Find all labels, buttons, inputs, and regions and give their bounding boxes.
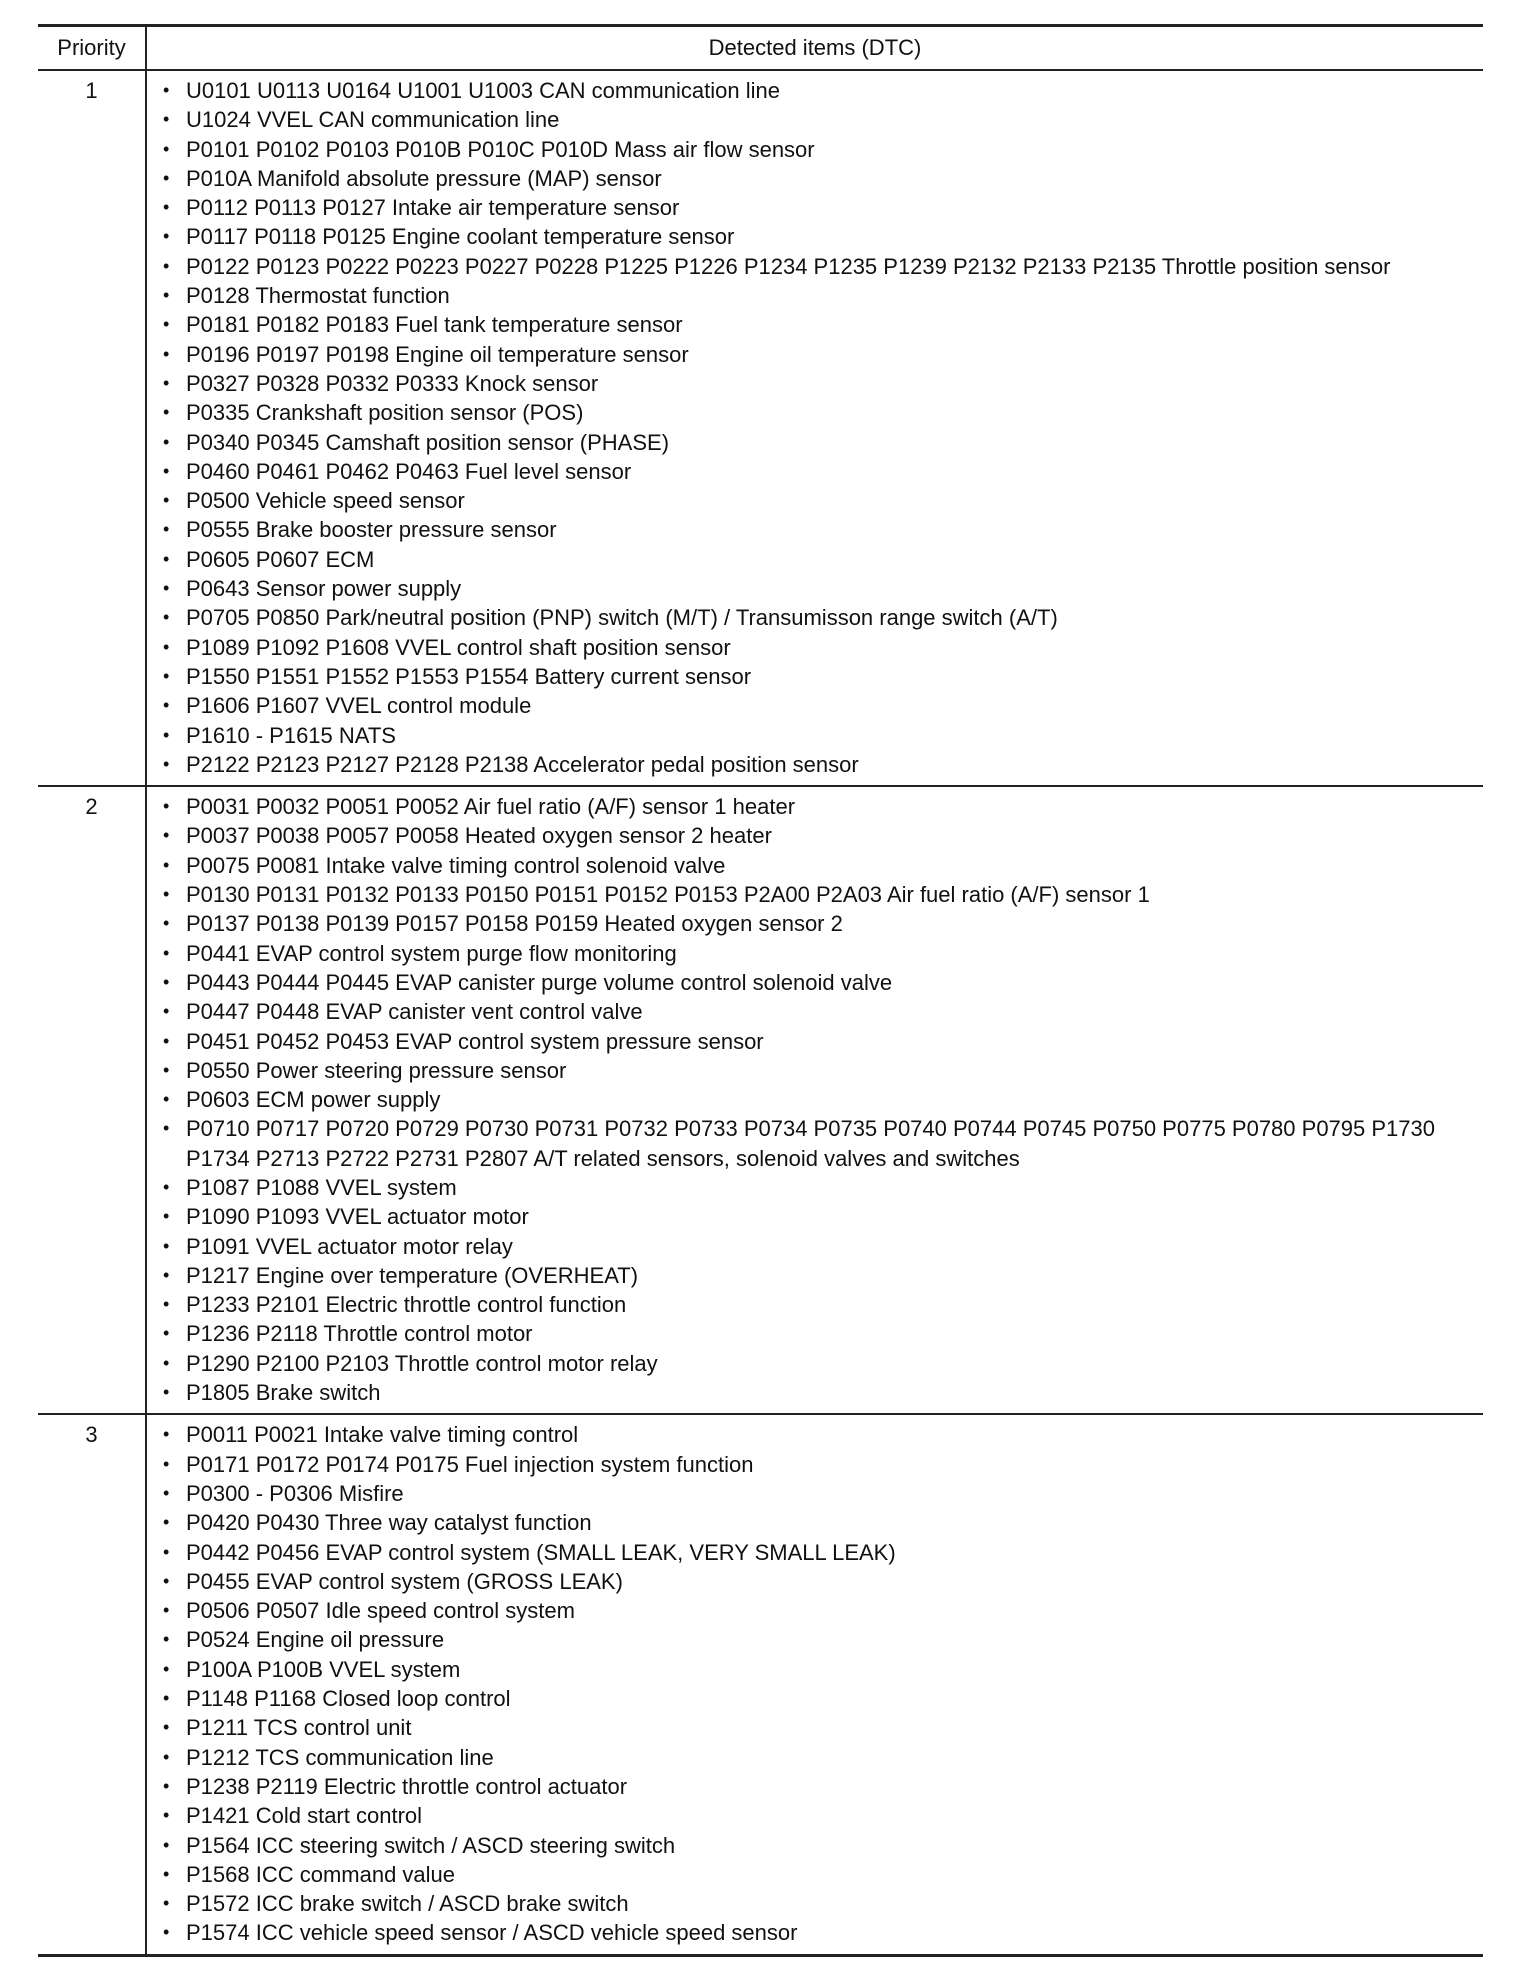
bullet-icon: •: [163, 80, 170, 100]
detected-items-column-header: Detected items (DTC): [146, 26, 1483, 71]
dtc-item-text: P0524 Engine oil pressure: [186, 1627, 445, 1653]
dtc-item-text: P0075 P0081 Intake valve timing control solenoid valve: [186, 852, 726, 878]
table-row: [38, 1414, 1483, 1955]
bullet-icon: •: [163, 314, 170, 335]
table-header-row: [38, 26, 1483, 71]
dtc-item-text: P1236 P2118 Throttle control motor: [186, 1321, 533, 1347]
dtc-item-text: P0605 P0607 ECM: [186, 546, 375, 572]
dtc-item-text: P0443 P0444 P0445 EVAP canister purge volume control solenoid valve: [186, 969, 893, 995]
list-item: [147, 1772, 1483, 1801]
list-item: [147, 939, 1483, 968]
list-item: [147, 193, 1483, 222]
table-row: [38, 70, 1483, 786]
bullet-icon: •: [163, 1805, 170, 1826]
bullet-icon: •: [163, 1176, 170, 1197]
bullet-icon: •: [163, 343, 170, 364]
dtc-item-text: P0705 P0850 Park/neutral position (PNP) switch (M/T) / Transumisson range switch (A/T): [186, 605, 1058, 631]
list-item: [147, 1173, 1483, 1202]
list-item: [147, 721, 1483, 750]
list-item: [147, 281, 1483, 310]
dtc-item-text: P0101 P0102 P0103 P010B P010C P010D Mass air flow sensor: [186, 136, 815, 162]
bullet-icon: •: [163, 1118, 170, 1139]
bullet-icon: •: [163, 942, 170, 963]
dtc-item-text: P1217 Engine over temperature (OVERHEAT): [186, 1262, 639, 1288]
bullet-icon: •: [163, 1482, 170, 1503]
dtc-item-text: P0506 P0507 Idle speed control system: [186, 1598, 575, 1624]
list-item: [147, 1801, 1483, 1830]
bullet-icon: •: [163, 1089, 170, 1110]
dtc-item-text: P0643 Sensor power supply: [186, 576, 462, 602]
list-item: [147, 428, 1483, 457]
dtc-item-text: P0420 P0430 Three way catalyst function: [186, 1510, 592, 1536]
dtc-item-text: P0117 P0118 P0125 Engine coolant temperature sensor: [186, 224, 735, 250]
detected-items-cell: [146, 1414, 1483, 1955]
dtc-item-list: [147, 1415, 1483, 1953]
list-item: [147, 750, 1483, 779]
bullet-icon: •: [163, 1001, 170, 1022]
bullet-icon: •: [163, 1688, 170, 1709]
list-item: [147, 1378, 1483, 1407]
list-item: [147, 1538, 1483, 1567]
bullet-icon: •: [163, 753, 170, 774]
dtc-item-text: U0101 U0113 U0164 U1001 U1003 CAN communication line: [186, 78, 780, 103]
bullet-icon: •: [163, 1235, 170, 1256]
bullet-icon: •: [163, 695, 170, 716]
list-item: [147, 398, 1483, 427]
dtc-item-text: P0112 P0113 P0127 Intake air temperature sensor: [186, 195, 680, 221]
bullet-icon: •: [163, 1206, 170, 1227]
bullet-icon: •: [163, 825, 170, 846]
bullet-icon: •: [163, 724, 170, 745]
bullet-icon: •: [163, 1352, 170, 1373]
list-item: [147, 340, 1483, 369]
dtc-item-text: U1024 VVEL CAN communication line: [186, 107, 560, 133]
dtc-item-text: P1091 VVEL actuator motor relay: [186, 1233, 513, 1259]
dtc-item-text: P1233 P2101 Electric throttle control function: [186, 1292, 627, 1318]
dtc-item-text: P1564 ICC steering switch / ASCD steering switch: [186, 1832, 676, 1858]
list-item: [147, 515, 1483, 544]
bullet-icon: •: [163, 1834, 170, 1855]
priority-cell: 3: [38, 1414, 146, 1955]
list-item: [147, 1596, 1483, 1625]
dtc-item-text: P0555 Brake booster pressure sensor: [186, 517, 557, 543]
detected-items-cell: [146, 786, 1483, 1414]
bullet-icon: •: [163, 884, 170, 905]
list-item: [147, 851, 1483, 880]
list-item: [147, 1450, 1483, 1479]
dtc-item-text: P1568 ICC command value: [186, 1861, 456, 1887]
bullet-icon: •: [163, 109, 170, 130]
bullet-icon: •: [163, 1893, 170, 1914]
dtc-item-text: P1550 P1551 P1552 P1553 P1554 Battery current sensor: [186, 663, 752, 689]
dtc-item-text: P1090 P1093 VVEL actuator motor: [186, 1204, 529, 1230]
list-item: [147, 821, 1483, 850]
bullet-icon: •: [163, 1059, 170, 1080]
detected-items-cell: [146, 70, 1483, 786]
dtc-item-text: P0128 Thermostat function: [186, 283, 450, 309]
dtc-item-text: P010A Manifold absolute pressure (MAP) sensor: [186, 165, 662, 191]
dtc-item-text: P1574 ICC vehicle speed sensor / ASCD vehicle speed sensor: [186, 1920, 798, 1946]
dtc-item-text: P0137 P0138 P0139 P0157 P0158 P0159 Heated oxygen sensor 2: [186, 911, 843, 937]
list-item: [147, 1889, 1483, 1918]
dtc-item-text: P0335 Crankshaft position sensor (POS): [186, 400, 584, 426]
bullet-icon: •: [163, 138, 170, 159]
bullet-icon: •: [163, 285, 170, 306]
bullet-icon: •: [163, 1863, 170, 1884]
dtc-item-text: P1089 P1092 P1608 VVEL control shaft position sensor: [186, 634, 731, 660]
list-item: [147, 1508, 1483, 1537]
bullet-icon: •: [163, 913, 170, 934]
bullet-icon: •: [163, 971, 170, 992]
list-item: [147, 135, 1483, 164]
list-item: [147, 968, 1483, 997]
bullet-icon: •: [163, 519, 170, 540]
dtc-item-text: P1148 P1168 Closed loop control: [186, 1686, 511, 1712]
list-item: [147, 792, 1483, 821]
dtc-item-text: P0171 P0172 P0174 P0175 Fuel injection system function: [186, 1451, 754, 1477]
dtc-item-text: P0122 P0123 P0222 P0223 P0227 P0228 P1225 P1226 P1234 P1235 P1239 P2132 P2133 P2135 Throttle position sensor: [186, 253, 1391, 279]
list-item: [147, 1713, 1483, 1742]
list-item: [147, 545, 1483, 574]
dtc-item-text: P0451 P0452 P0453 EVAP control system pressure sensor: [186, 1028, 764, 1054]
dtc-item-text: P0447 P0448 EVAP canister vent control valve: [186, 999, 643, 1025]
bullet-icon: •: [163, 1922, 170, 1943]
bullet-icon: •: [163, 431, 170, 452]
list-item: [147, 603, 1483, 632]
list-item: [147, 369, 1483, 398]
list-item: [147, 76, 1483, 105]
bullet-icon: •: [163, 578, 170, 599]
list-item: [147, 1319, 1483, 1348]
bullet-icon: •: [163, 796, 170, 817]
bullet-icon: •: [163, 1658, 170, 1679]
dtc-item-text: P0327 P0328 P0332 P0333 Knock sensor: [186, 370, 599, 396]
list-item: [147, 1027, 1483, 1056]
bullet-icon: •: [163, 1424, 170, 1445]
bullet-icon: •: [163, 1323, 170, 1344]
dtc-item-text: P1212 TCS communication line: [186, 1744, 494, 1770]
dtc-item-text: P0196 P0197 P0198 Engine oil temperature sensor: [186, 341, 689, 367]
dtc-item-text: P2122 P2123 P2127 P2128 P2138 Accelerator pedal position sensor: [186, 751, 859, 777]
bullet-icon: •: [163, 1541, 170, 1562]
dtc-item-text: P1290 P2100 P2103 Throttle control motor relay: [186, 1350, 658, 1376]
list-item: [147, 880, 1483, 909]
list-item: [147, 1420, 1483, 1449]
dtc-item-text: P0011 P0021 Intake valve timing control: [186, 1422, 579, 1448]
list-item: [147, 252, 1483, 281]
bullet-icon: •: [163, 372, 170, 393]
bullet-icon: •: [163, 1453, 170, 1474]
list-item: [147, 691, 1483, 720]
list-item: [147, 1684, 1483, 1713]
dtc-item-text: P0300 - P0306 Misfire: [186, 1480, 404, 1506]
dtc-item-text: P0441 EVAP control system purge flow monitoring: [186, 940, 677, 966]
bullet-icon: •: [163, 1629, 170, 1650]
list-item: [147, 1202, 1483, 1231]
list-item: [147, 1918, 1483, 1947]
list-item: [147, 1085, 1483, 1114]
dtc-item-text: P0455 EVAP control system (GROSS LEAK): [186, 1568, 623, 1594]
dtc-item-text: P0442 P0456 EVAP control system (SMALL LEAK, VERY SMALL LEAK): [186, 1539, 896, 1565]
bullet-icon: •: [163, 665, 170, 686]
bullet-icon: •: [163, 1030, 170, 1051]
list-item: [147, 486, 1483, 515]
bullet-icon: •: [163, 854, 170, 875]
list-item: [147, 1232, 1483, 1261]
dtc-item-text: P1572 ICC brake switch / ASCD brake switch: [186, 1891, 629, 1917]
bullet-icon: •: [163, 1746, 170, 1767]
bullet-icon: •: [163, 1570, 170, 1591]
bullet-icon: •: [163, 1382, 170, 1403]
list-item: [147, 164, 1483, 193]
dtc-item-text: P1211 TCS control unit: [186, 1715, 412, 1741]
list-item: [147, 909, 1483, 938]
list-item: [147, 105, 1483, 134]
priority-column-header: Priority: [38, 26, 146, 71]
dtc-item-text: P1606 P1607 VVEL control module: [186, 693, 532, 719]
list-item: [147, 1567, 1483, 1596]
list-item: [147, 222, 1483, 251]
dtc-priority-table: [38, 24, 1483, 1957]
list-item: [147, 997, 1483, 1026]
list-item: [147, 1860, 1483, 1889]
bullet-icon: •: [163, 636, 170, 657]
list-item: [147, 1743, 1483, 1772]
bullet-icon: •: [163, 1600, 170, 1621]
dtc-item-list: [147, 71, 1483, 785]
dtc-item-text: P0710 P0717 P0720 P0729 P0730 P0731 P0732 P0733 P0734 P0735 P0740 P0744 P0745 P0750 P0775 P0780 P0795 P1730 P1734 P2713 P2722 P2731 P2807 A/T related sensors, solenoid valves and switches: [186, 1116, 1435, 1171]
table-row: [38, 786, 1483, 1414]
list-item: [147, 1625, 1483, 1654]
bullet-icon: •: [163, 490, 170, 511]
list-item: [147, 1831, 1483, 1860]
dtc-item-text: P0181 P0182 P0183 Fuel tank temperature sensor: [186, 312, 683, 338]
list-item: [147, 1114, 1483, 1173]
table-body: [38, 70, 1483, 1955]
dtc-item-list: [147, 787, 1483, 1413]
bullet-icon: •: [163, 1294, 170, 1315]
list-item: [147, 310, 1483, 339]
bullet-icon: •: [163, 226, 170, 247]
bullet-icon: •: [163, 1717, 170, 1738]
bullet-icon: •: [163, 548, 170, 569]
list-item: [147, 1290, 1483, 1319]
dtc-item-text: P0031 P0032 P0051 P0052 Air fuel ratio (A/F) sensor 1 heater: [186, 794, 796, 820]
list-item: [147, 574, 1483, 603]
dtc-item-text: P1238 P2119 Electric throttle control actuator: [186, 1773, 628, 1799]
bullet-icon: •: [163, 402, 170, 423]
list-item: [147, 1655, 1483, 1684]
dtc-item-text: P100A P100B VVEL system: [186, 1656, 461, 1682]
bullet-icon: •: [163, 255, 170, 276]
priority-cell: 2: [38, 786, 146, 1414]
list-item: [147, 1479, 1483, 1508]
dtc-item-text: P0500 Vehicle speed sensor: [186, 488, 465, 514]
dtc-item-text: P1087 P1088 VVEL system: [186, 1174, 457, 1200]
list-item: [147, 1349, 1483, 1378]
dtc-item-text: P1421 Cold start control: [186, 1803, 423, 1829]
priority-cell: 1: [38, 70, 146, 786]
list-item: [147, 662, 1483, 691]
dtc-item-text: P0460 P0461 P0462 P0463 Fuel level sensor: [186, 458, 632, 484]
bullet-icon: •: [163, 1775, 170, 1796]
bullet-icon: •: [163, 1512, 170, 1533]
bullet-icon: •: [163, 197, 170, 218]
list-item: [147, 1261, 1483, 1290]
list-item: [147, 633, 1483, 662]
dtc-item-text: P0550 Power steering pressure sensor: [186, 1057, 567, 1083]
bullet-icon: •: [163, 460, 170, 481]
dtc-item-text: P0037 P0038 P0057 P0058 Heated oxygen sensor 2 heater: [186, 823, 772, 849]
bullet-icon: •: [163, 607, 170, 628]
dtc-item-text: P1805 Brake switch: [186, 1380, 381, 1406]
bullet-icon: •: [163, 167, 170, 188]
dtc-item-text: P0603 ECM power supply: [186, 1087, 441, 1113]
dtc-item-text: P1610 - P1615 NATS: [186, 722, 396, 748]
dtc-item-text: P0130 P0131 P0132 P0133 P0150 P0151 P0152 P0153 P2A00 P2A03 Air fuel ratio (A/F) sensor 1: [186, 882, 1150, 908]
bullet-icon: •: [163, 1264, 170, 1285]
list-item: [147, 1056, 1483, 1085]
dtc-item-text: P0340 P0345 Camshaft position sensor (PHASE): [186, 429, 670, 455]
list-item: [147, 457, 1483, 486]
